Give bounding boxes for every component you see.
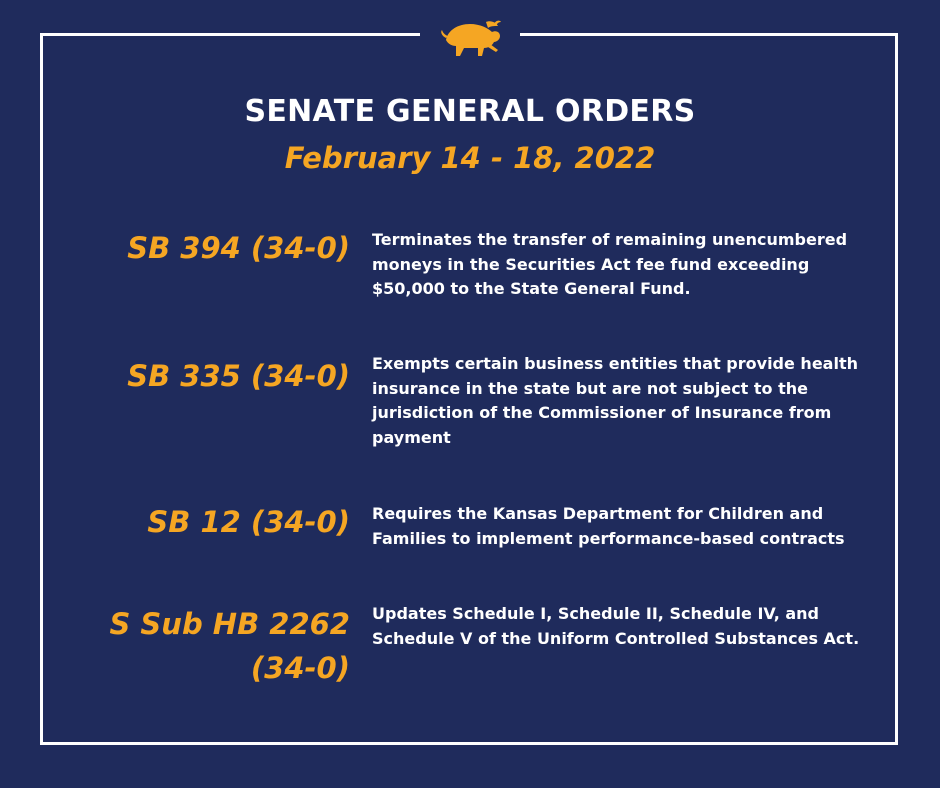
bill-label: S Sub HB 2262 (34-0) <box>109 607 350 685</box>
bill-label: SB 335 (34-0) <box>127 359 350 393</box>
bill-description: Requires the Kansas Department for Children and Families to implement performance-based contracts <box>372 504 845 548</box>
date-range: February 14 - 18, 2022 <box>284 141 656 175</box>
bill-label: SB 12 (34-0) <box>147 505 350 539</box>
page-title: SENATE GENERAL ORDERS <box>244 94 696 129</box>
bill-description: Updates Schedule I, Schedule II, Schedule IV, and Schedule V of the Uniform Controlled Substances Act. <box>372 604 860 648</box>
bill-label: SB 394 (34-0) <box>127 231 350 265</box>
bill-description: Exempts certain business entities that provide health insurance in the state but are not subject to the jurisdiction of the Commissioner of Insurance from payment <box>372 354 858 447</box>
bill-description: Terminates the transfer of remaining unencumbered moneys in the Securities Act fee fund exceeding $50,000 to the State General Fund. <box>372 230 848 298</box>
bison-icon <box>436 10 504 62</box>
